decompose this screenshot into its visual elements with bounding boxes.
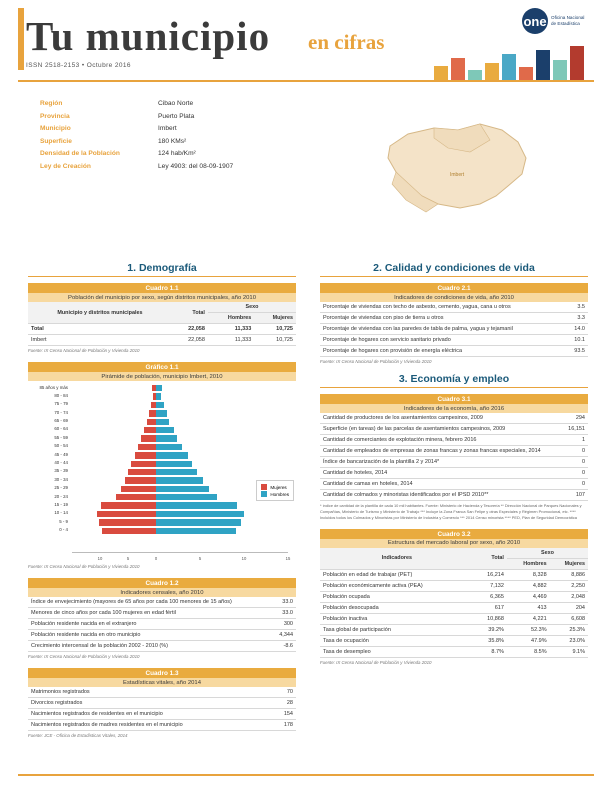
info-label: Municipio <box>40 125 71 132</box>
row-value: 33.0 <box>258 597 296 608</box>
cuadro-3-2-subtitle: Estructura del mercado laboral por sexo, año 2010 <box>320 539 588 548</box>
row-value: 154 <box>258 709 296 720</box>
col-header-hombres: Hombres <box>208 313 254 324</box>
row-mujeres: 204 <box>550 602 588 613</box>
row-label: Cantidad de comerciantes de explotación minera, febrero 2016 <box>320 435 550 446</box>
pyramid-row <box>28 443 296 451</box>
row-hombres: 11,333 <box>208 324 254 335</box>
pyramid-age-label: 5 - 9 <box>59 518 68 524</box>
row-label: Superficie (en tareas) de las parcelas de asentamientos campesinos, 2009 <box>320 424 550 435</box>
page-header <box>0 0 612 92</box>
row-label: Matrimonios registrados <box>28 687 258 698</box>
col-header-municipio: Municipio y distritos municipales <box>28 302 172 324</box>
col-header-hombres: Hombres <box>507 558 550 569</box>
issn-line: ISSN 2518-2153 • Octubre 2016 <box>26 62 131 69</box>
pyramid-row <box>28 518 296 526</box>
info-row <box>40 138 320 145</box>
cuadro-3-1-table <box>320 413 588 501</box>
pyramid-bar-mujeres <box>128 469 156 475</box>
row-total: 16,214 <box>474 569 507 580</box>
pyramid-row <box>28 468 296 476</box>
pyramid-axis-tick: 5 <box>126 556 130 561</box>
table-row <box>320 580 588 591</box>
pyramid-age-label: 40 - 44 <box>54 460 68 466</box>
cuadro-3-1-subtitle: Indicadores de la economía, año 2016 <box>320 404 588 413</box>
pyramid-bar-hombres <box>156 452 188 458</box>
table-row <box>320 346 588 357</box>
row-mujeres: 2,048 <box>550 591 588 602</box>
row-hombres: 52.3% <box>507 624 550 635</box>
pyramid-bar-mujeres <box>97 511 156 517</box>
col-header-total: Total <box>172 302 208 324</box>
pyramid-row <box>28 401 296 409</box>
header-divider <box>18 80 594 82</box>
table-row <box>28 698 296 709</box>
info-label: Densidad de la Población <box>40 150 120 157</box>
row-label: Población desocupada <box>320 602 474 613</box>
info-value: Cibao Norte <box>158 100 194 107</box>
table-row <box>320 446 588 457</box>
pyramid-bar-hombres <box>156 393 161 399</box>
info-row <box>40 100 320 107</box>
row-total: 10,868 <box>474 613 507 624</box>
pyramid-bar-hombres <box>156 385 162 391</box>
table-row <box>320 413 588 424</box>
info-value: Imbert <box>158 125 177 132</box>
pyramid-row <box>28 418 296 426</box>
legend-item <box>261 484 289 490</box>
row-value: -8.6 <box>258 641 296 652</box>
pyramid-bar-mujeres <box>149 410 156 416</box>
municipality-map <box>330 100 590 235</box>
grafico-1-1-source: Fuente: IX Censo Nacional de Población y Vivienda 2010 <box>28 564 140 569</box>
row-label: Total <box>28 324 172 335</box>
table-row <box>320 646 588 657</box>
pyramid-age-label: 65 - 69 <box>54 418 68 424</box>
row-label: Población ocupada <box>320 591 474 602</box>
row-value: 33.0 <box>258 608 296 619</box>
pyramid-bar-hombres <box>156 402 164 408</box>
footer-divider <box>18 774 594 776</box>
pyramid-age-label: 50 - 54 <box>54 443 68 449</box>
pyramid-bar-hombres <box>156 444 182 450</box>
pyramid-bar-mujeres <box>147 419 156 425</box>
row-label: Imbert <box>28 335 172 346</box>
grafico-1-1-subtitle: Pirámide de población, municipio Imbert, 2010 <box>28 372 296 381</box>
table-row <box>320 569 588 580</box>
cuadro-1-3-title: Cuadro 1.3 <box>28 668 296 678</box>
pyramid-bar-mujeres <box>101 502 156 508</box>
row-hombres: 4,882 <box>507 580 550 591</box>
row-label: Porcentaje de viviendas con piso de tierra u otros <box>320 313 550 324</box>
row-label: Población residente nacida en el extranjero <box>28 619 258 630</box>
pyramid-row <box>28 434 296 442</box>
grafico-1-1 <box>28 362 296 569</box>
row-value: 0 <box>550 479 588 490</box>
legend-label: Hombres <box>270 491 289 497</box>
table-row <box>28 709 296 720</box>
table-row <box>28 641 296 652</box>
table-row <box>28 324 296 335</box>
pyramid-row <box>28 501 296 509</box>
table-row <box>320 435 588 446</box>
pyramid-row <box>28 426 296 434</box>
pyramid-bar-mujeres <box>135 452 156 458</box>
legend-item <box>261 491 289 497</box>
table-row <box>320 602 588 613</box>
pyramid-bar-mujeres <box>131 461 156 467</box>
pyramid-bar-hombres <box>156 519 241 525</box>
table-row <box>320 479 588 490</box>
pyramid-bar-hombres <box>156 477 203 483</box>
col-header-sexo: Sexo <box>208 302 296 313</box>
pyramid-bar-hombres <box>156 461 192 467</box>
pyramid-bar-hombres <box>156 502 237 508</box>
info-value: Ley 4903: del 08-09-1907 <box>158 162 234 170</box>
row-label: Cantidad de productores de los asentamientos campesinos, 2009 <box>320 413 550 424</box>
col-header-mujeres: Mujeres <box>550 558 588 569</box>
row-total: 8.7% <box>474 646 507 657</box>
row-label: Crecimiento intercensal de la población 2002 - 2010 (%) <box>28 641 258 652</box>
info-row <box>40 125 320 132</box>
row-label: Porcentaje de viviendas con las paredes de tabla de palma, yagua y tejamanil <box>320 324 550 335</box>
logo-circle-icon: one <box>522 8 548 34</box>
col-header-sexo: Sexo <box>507 548 588 559</box>
info-value: Puerto Plata <box>158 112 195 120</box>
row-value: 93.5 <box>550 346 588 357</box>
row-label: Población residente nacida en otro municipio <box>28 630 258 641</box>
table-row <box>28 687 296 698</box>
table-row <box>28 619 296 630</box>
pyramid-bar-mujeres <box>99 519 156 525</box>
pyramid-age-label: 80 - 84 <box>54 392 68 398</box>
one-logo <box>522 8 594 38</box>
row-total: 6,365 <box>474 591 507 602</box>
pyramid-age-label: 75 - 79 <box>54 401 68 407</box>
pyramid-row <box>28 527 296 535</box>
row-value: 28 <box>258 698 296 709</box>
row-value: 3.5 <box>550 302 588 313</box>
pyramid-bar-hombres <box>156 427 174 433</box>
row-hombres: 4,469 <box>507 591 550 602</box>
row-hombres: 11,333 <box>208 335 254 346</box>
pyramid-axis-tick: 15 <box>285 556 291 561</box>
cuadro-3-1-notes: * índice de cantidad de la plantilla de cada 10 mil habitantes. Fuente: Ministerio de Hacienda y Tesorería ** Dirección Nacional de Parques Nacionales y Compañías, Ministerio de Turismo y Ministerio de Trabajo *** Incluye la Zona Franca San Felipe y otras Especiales y Régimen Promocional, etc. **** Incluidos todos los Colmados y Minoristas por Ministerio de Industria y Comercio *** 2014 Censo minorista **** PED, Plan de Seguridad Democrática <box>320 503 582 520</box>
cuadro-2-1-subtitle: Indicadores de condiciones de vida, año 2010 <box>320 293 588 302</box>
row-mujeres: 6,608 <box>550 613 588 624</box>
row-label: Porcentaje de hogares con servicio sanitario privado <box>320 335 550 346</box>
row-label: Cantidad de camas en hoteles, 2014 <box>320 479 550 490</box>
row-value: 0 <box>550 457 588 468</box>
row-label: Cantidad de colmados y minoristas identificados por el IPSD 2010** <box>320 490 550 501</box>
cuadro-1-1-subtitle: Población del municipio por sexo, según distritos municipales, año 2010 <box>28 293 296 302</box>
pyramid-age-label: 55 - 59 <box>54 434 68 440</box>
cuadro-3-2-source: Fuente: IX Censo Nacional de Población y Vivienda 2010 <box>320 659 432 665</box>
row-total: 22,058 <box>172 335 208 346</box>
row-label: Índice de bancarización de la plantilla 2 y 2014* <box>320 457 550 468</box>
row-total: 7,132 <box>474 580 507 591</box>
col-header-total: Total <box>474 548 507 570</box>
pyramid-bar-hombres <box>156 410 167 416</box>
pyramid-row <box>28 384 296 392</box>
pyramid-age-label: 30 - 34 <box>54 476 68 482</box>
cuadro-1-1-title: Cuadro 1.1 <box>28 283 296 293</box>
pyramid-bar-hombres <box>156 486 209 492</box>
pyramid-age-label: 70 - 74 <box>54 409 68 415</box>
pyramid-age-label: 45 - 49 <box>54 451 68 457</box>
pyramid-age-label: 0 - 4 <box>59 527 68 533</box>
pyramid-bar-mujeres <box>138 444 156 450</box>
info-value: 180 KMs² <box>158 137 187 145</box>
row-value: 300 <box>258 619 296 630</box>
row-label: Población inactiva <box>320 613 474 624</box>
cuadro-1-2-title: Cuadro 1.2 <box>28 578 296 588</box>
pyramid-age-label: 35 - 39 <box>54 468 68 474</box>
pyramid-row <box>28 409 296 417</box>
pyramid-age-label: 10 - 14 <box>54 510 68 516</box>
cuadro-3-2-title: Cuadro 3.2 <box>320 529 588 539</box>
info-value: 124 hab/Km² <box>158 150 196 157</box>
cuadro-2-1-table <box>320 302 588 357</box>
page-subtitle: en cifras <box>308 30 385 54</box>
pyramid-axis-tick: 10 <box>97 556 103 561</box>
pyramid-age-label: 60 - 64 <box>54 426 68 432</box>
pyramid-axis-tick: 0 <box>154 556 158 561</box>
row-total: 617 <box>474 602 507 613</box>
info-row <box>40 163 320 170</box>
table-row <box>28 720 296 731</box>
map-label: Imbert <box>450 172 465 178</box>
pyramid-bar-mujeres <box>141 435 156 441</box>
legend-swatch <box>261 484 267 490</box>
info-label: Ley de Creación <box>40 162 91 170</box>
table-row <box>320 624 588 635</box>
table-row <box>320 591 588 602</box>
pyramid-age-label: 25 - 29 <box>54 485 68 491</box>
pyramid-bar-mujeres <box>125 477 156 483</box>
row-value: 0 <box>550 468 588 479</box>
cuadro-3-2-table <box>320 548 588 658</box>
logo-caption: Oficina Nacional de Estadística <box>551 15 585 27</box>
pyramid-row <box>28 460 296 468</box>
cuadro-1-3-table <box>28 687 296 731</box>
cuadro-1-2-source: Fuente: IX Censo Nacional de Población y Vivienda 2010 <box>28 654 140 659</box>
pyramid-bar-hombres <box>156 419 169 425</box>
table-row <box>28 630 296 641</box>
table-row <box>320 424 588 435</box>
table-row <box>320 313 588 324</box>
pyramid-bar-hombres <box>156 469 197 475</box>
pyramid-row <box>28 392 296 400</box>
pyramid-axis-tick: 5 <box>198 556 202 561</box>
row-label: Nacimientos registrados de madres residentes en el municipio <box>28 720 258 731</box>
population-pyramid-chart <box>28 384 296 562</box>
map-shape-icon <box>330 100 590 235</box>
row-label: Tasa global de participación <box>320 624 474 635</box>
table-row <box>28 608 296 619</box>
row-hombres: 8.5% <box>507 646 550 657</box>
pyramid-bar-hombres <box>156 511 244 517</box>
pyramid-bar-hombres <box>156 528 236 534</box>
row-value: 294 <box>550 413 588 424</box>
row-value: 10.1 <box>550 335 588 346</box>
row-hombres: 413 <box>507 602 550 613</box>
row-label: Tasa de desempleo <box>320 646 474 657</box>
row-total: 39.2% <box>474 624 507 635</box>
row-label: Índice de envejecimiento (mayores de 65 años por cada 100 menores de 15 años) <box>28 597 258 608</box>
section-title-demografia: 1. Demografía <box>28 262 296 277</box>
row-hombres: 8,328 <box>507 569 550 580</box>
table-row <box>28 597 296 608</box>
pyramid-bar-mujeres <box>121 486 156 492</box>
info-row <box>40 113 320 120</box>
col-header-indicadores: Indicadores <box>320 548 474 570</box>
row-label: Población económicamente activa (PEA) <box>320 580 474 591</box>
table-row <box>320 468 588 479</box>
pyramid-age-label: 15 - 19 <box>54 501 68 507</box>
cuadro-1-3-subtitle: Estadísticas vitales, año 2014 <box>28 678 296 687</box>
row-value: 16,151 <box>550 424 588 435</box>
row-label: Población en edad de trabajar (PET) <box>320 569 474 580</box>
row-mujeres: 2,250 <box>550 580 588 591</box>
pyramid-axis <box>72 552 288 553</box>
pyramid-bar-mujeres <box>144 427 156 433</box>
pyramid-axis-tick: 10 <box>241 556 247 561</box>
row-value: 70 <box>258 687 296 698</box>
row-value: 3.3 <box>550 313 588 324</box>
row-value: 0 <box>550 446 588 457</box>
row-label: Porcentaje de viviendas con techo de asbesto, cemento, yagua, cana u otros <box>320 302 550 313</box>
legend-label: Mujeres <box>270 484 287 490</box>
table-row <box>320 302 588 313</box>
table-row <box>28 335 296 346</box>
row-label: Cantidad de hoteles, 2014 <box>320 468 550 479</box>
row-label: Divorcios registrados <box>28 698 258 709</box>
row-value: 14.0 <box>550 324 588 335</box>
cuadro-1-2-subtitle: Indicadores censales, año 2010 <box>28 588 296 597</box>
row-total: 35.8% <box>474 635 507 646</box>
decorative-bars <box>434 42 594 80</box>
column-calidad-economia <box>320 262 588 674</box>
pyramid-legend <box>256 480 294 501</box>
table-row <box>320 613 588 624</box>
pyramid-bar-mujeres <box>102 528 156 534</box>
pyramid-bar-hombres <box>156 494 217 500</box>
row-label: Menores de cinco años por cada 100 mujeres en edad fértil <box>28 608 258 619</box>
row-total: 22,058 <box>172 324 208 335</box>
cuadro-1-3-source: Fuente: JCE - Oficina de Estadísticas Vitales, 2014 <box>28 733 128 738</box>
cuadro-1-1-table <box>28 302 296 346</box>
pyramid-row <box>28 451 296 459</box>
row-label: Tasa de ocupación <box>320 635 474 646</box>
cuadro-3-1-title: Cuadro 3.1 <box>320 394 588 404</box>
row-label: Porcentaje de hogares con provisión de energía eléctrica <box>320 346 550 357</box>
section-title-economia: 3. Economía y empleo <box>320 373 588 388</box>
municipality-info <box>40 100 320 175</box>
row-mujeres: 25.3% <box>550 624 588 635</box>
page-title: Tu municipio <box>26 13 271 59</box>
cuadro-1-2-table <box>28 597 296 652</box>
cuadro-1-1-source: Fuente: IX Censo Nacional de Población y Vivienda 2010 <box>28 348 140 353</box>
col-header-mujeres: Mujeres <box>254 313 296 324</box>
row-hombres: 4,221 <box>507 613 550 624</box>
row-hombres: 47.9% <box>507 635 550 646</box>
pyramid-bar-mujeres <box>116 494 156 500</box>
info-label: Provincia <box>40 112 70 120</box>
row-mujeres: 23.0% <box>550 635 588 646</box>
row-mujeres: 10,725 <box>254 324 296 335</box>
pyramid-row <box>28 510 296 518</box>
table-row <box>320 335 588 346</box>
cuadro-2-1-source: Fuente: IX Censo Nacional de Población y Vivienda 2010 <box>320 359 432 364</box>
column-demografia <box>28 262 296 747</box>
row-value: 1 <box>550 435 588 446</box>
legend-swatch <box>261 491 267 497</box>
pyramid-bar-hombres <box>156 435 177 441</box>
pyramid-age-label: 20 - 24 <box>54 493 68 499</box>
table-row <box>320 457 588 468</box>
table-row <box>320 490 588 501</box>
row-label: Cantidad de empleados de empresas de zonas francas y zonas francas especiales, 2014 <box>320 446 550 457</box>
row-value: 107 <box>550 490 588 501</box>
info-label: Región <box>40 100 63 107</box>
row-label: Nacimientos registrados de residentes en el municipio <box>28 709 258 720</box>
cuadro-2-1-title: Cuadro 2.1 <box>320 283 588 293</box>
row-value: 178 <box>258 720 296 731</box>
info-label: Superficie <box>40 137 72 145</box>
row-mujeres: 9.1% <box>550 646 588 657</box>
table-row <box>320 324 588 335</box>
section-title-calidad: 2. Calidad y condiciones de vida <box>320 262 588 277</box>
pyramid-age-label: 85 años y más <box>39 384 68 390</box>
table-row <box>320 635 588 646</box>
grafico-1-1-title: Gráfico 1.1 <box>28 362 296 372</box>
header-accent-bar <box>18 8 24 70</box>
row-mujeres: 8,886 <box>550 569 588 580</box>
info-row <box>40 150 320 157</box>
row-value: 4,344 <box>258 630 296 641</box>
row-mujeres: 10,725 <box>254 335 296 346</box>
